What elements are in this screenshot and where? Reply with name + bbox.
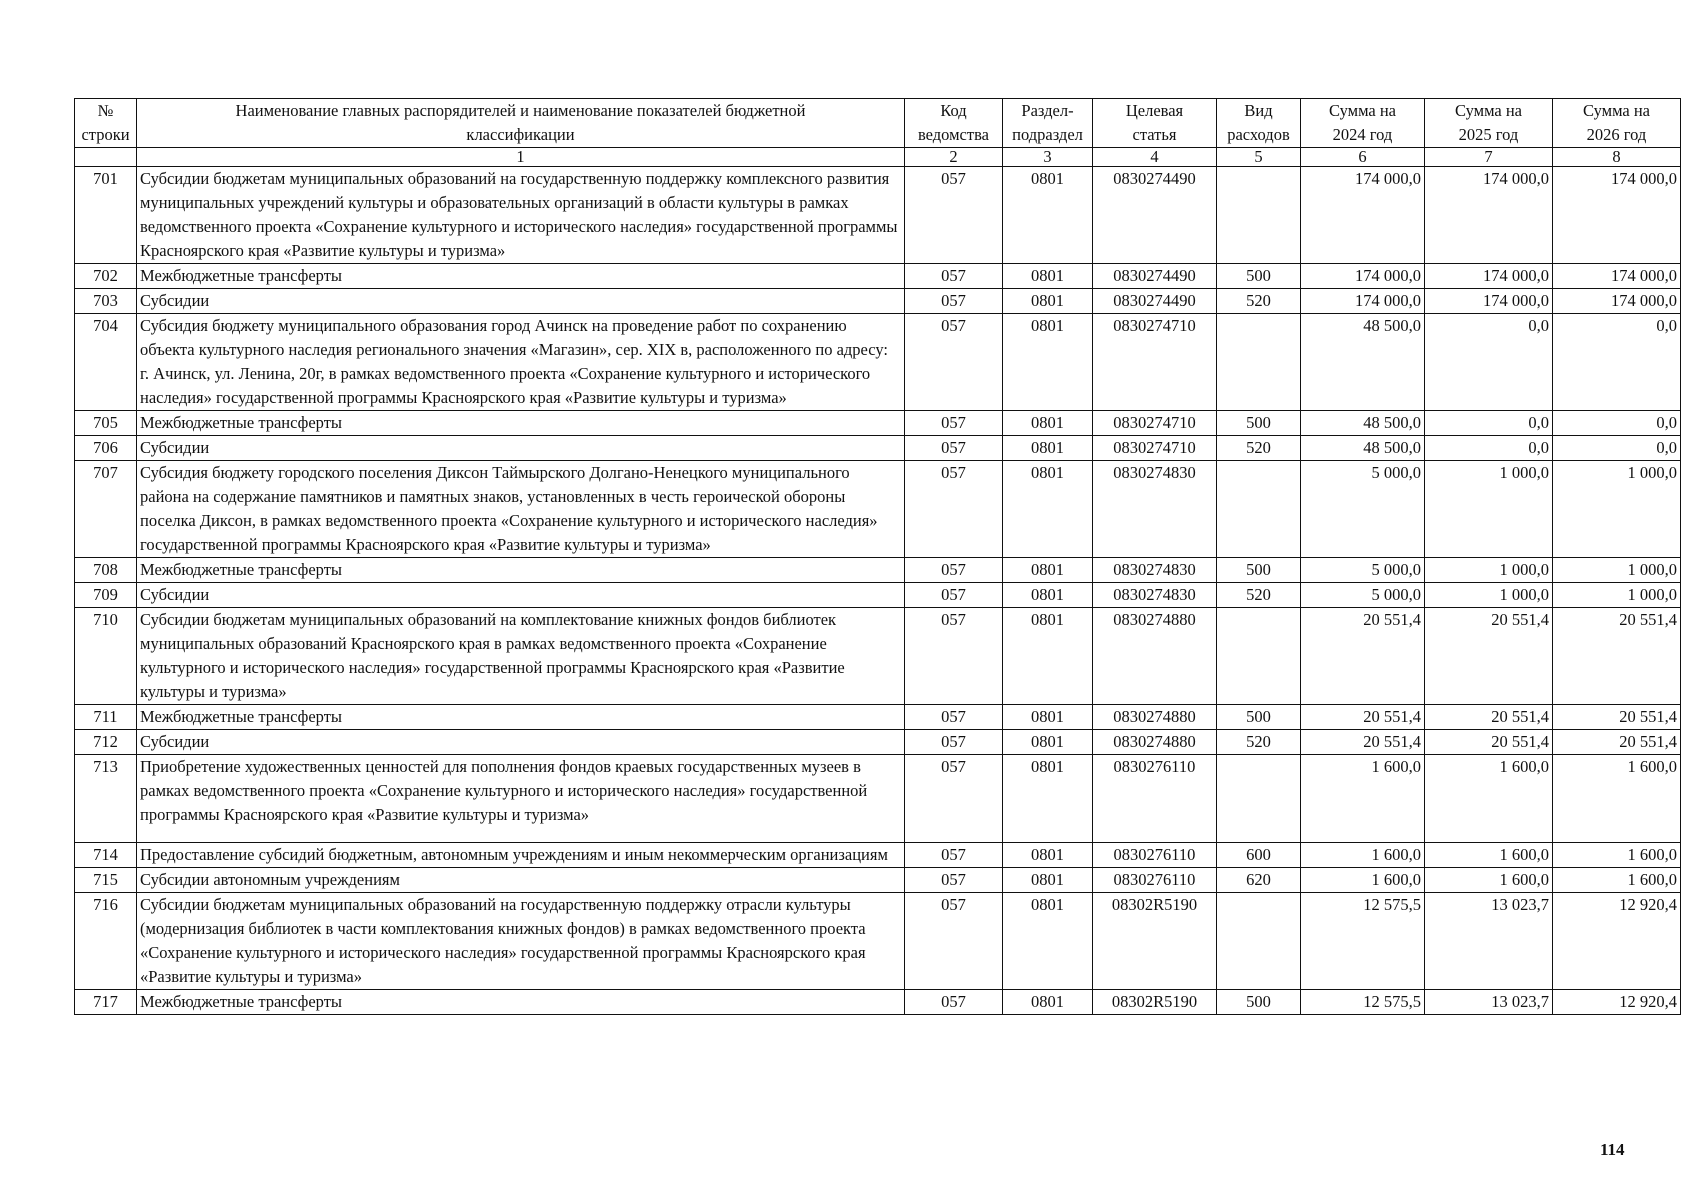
expense-type [1217, 167, 1301, 264]
section-code: 0801 [1003, 755, 1093, 843]
row-number: 710 [75, 608, 137, 705]
sum-2024: 12 575,5 [1301, 893, 1425, 990]
table-row [75, 411, 1681, 436]
row-name: Межбюджетные трансферты [137, 990, 905, 1015]
dept-code: 057 [905, 167, 1003, 264]
row-number: 705 [75, 411, 137, 436]
section-code: 0801 [1003, 868, 1093, 893]
section-code: 0801 [1003, 843, 1093, 868]
header-expense-type: Вид расходов [1217, 99, 1301, 148]
sum-2025: 1 000,0 [1425, 583, 1553, 608]
section-code: 0801 [1003, 167, 1093, 264]
sum-2025: 1 000,0 [1425, 558, 1553, 583]
table-row [75, 314, 1681, 411]
section-code: 0801 [1003, 289, 1093, 314]
sum-2026: 1 000,0 [1553, 583, 1681, 608]
section-code: 0801 [1003, 730, 1093, 755]
header-sum-2026: Сумма на 2026 год [1553, 99, 1681, 148]
sum-2024: 12 575,5 [1301, 990, 1425, 1015]
sum-2025: 0,0 [1425, 411, 1553, 436]
sum-2024: 174 000,0 [1301, 264, 1425, 289]
sum-2025: 1 000,0 [1425, 461, 1553, 558]
sum-2026: 174 000,0 [1553, 167, 1681, 264]
table-row [75, 868, 1681, 893]
row-name: Субсидии автономным учреждениям [137, 868, 905, 893]
sum-2026: 1 000,0 [1553, 558, 1681, 583]
section-code: 0801 [1003, 461, 1093, 558]
sum-2024: 20 551,4 [1301, 705, 1425, 730]
sum-2024: 1 600,0 [1301, 843, 1425, 868]
row-number: 715 [75, 868, 137, 893]
sum-2024: 20 551,4 [1301, 608, 1425, 705]
header-name: Наименование главных распорядителей и наименование показателей бюджетной классификации [137, 99, 905, 148]
dept-code: 057 [905, 558, 1003, 583]
header-dept-code: Код ведомства [905, 99, 1003, 148]
sum-2024: 48 500,0 [1301, 314, 1425, 411]
target-article: 0830274830 [1093, 583, 1217, 608]
row-number: 716 [75, 893, 137, 990]
table-row [75, 583, 1681, 608]
dept-code: 057 [905, 436, 1003, 461]
section-code: 0801 [1003, 893, 1093, 990]
target-article: 0830274490 [1093, 264, 1217, 289]
table-row [75, 893, 1681, 990]
target-article: 0830274880 [1093, 730, 1217, 755]
sum-2026: 12 920,4 [1553, 893, 1681, 990]
dept-code: 057 [905, 411, 1003, 436]
table-row [75, 843, 1681, 868]
row-name: Предоставление субсидий бюджетным, автономным учреждениям и иным некоммерческим организациям [137, 843, 905, 868]
budget-table [74, 98, 1681, 1015]
header-sum-2024: Сумма на 2024 год [1301, 99, 1425, 148]
header-sum-2025: Сумма на 2025 год [1425, 99, 1553, 148]
section-code: 0801 [1003, 264, 1093, 289]
sum-2026: 0,0 [1553, 411, 1681, 436]
sum-2026: 20 551,4 [1553, 608, 1681, 705]
expense-type: 520 [1217, 730, 1301, 755]
dept-code: 057 [905, 583, 1003, 608]
expense-type: 620 [1217, 868, 1301, 893]
sum-2025: 174 000,0 [1425, 264, 1553, 289]
section-code: 0801 [1003, 705, 1093, 730]
sum-2024: 48 500,0 [1301, 411, 1425, 436]
expense-type [1217, 314, 1301, 411]
expense-type: 600 [1217, 843, 1301, 868]
sum-2024: 5 000,0 [1301, 461, 1425, 558]
sum-2026: 174 000,0 [1553, 264, 1681, 289]
table-row [75, 730, 1681, 755]
table-row [75, 608, 1681, 705]
row-name: Субсидии бюджетам муниципальных образований на государственную поддержку отрасли культуры (модернизация библиотек в части комплектования книжных фондов) в рамках ведомственного проекта «Сохранение культурного и исторического наследия» государственной программы Красноярского края «Развитие культуры и туризма» [137, 893, 905, 990]
target-article: 0830274490 [1093, 289, 1217, 314]
sum-2024: 174 000,0 [1301, 167, 1425, 264]
target-article: 0830274830 [1093, 558, 1217, 583]
sum-2026: 1 600,0 [1553, 843, 1681, 868]
row-name: Межбюджетные трансферты [137, 705, 905, 730]
header-target-article: Целевая статья [1093, 99, 1217, 148]
dept-code: 057 [905, 755, 1003, 843]
dept-code: 057 [905, 314, 1003, 411]
row-number: 711 [75, 705, 137, 730]
row-name: Межбюджетные трансферты [137, 558, 905, 583]
column-number: 7 [1425, 148, 1553, 167]
sum-2025: 20 551,4 [1425, 705, 1553, 730]
dept-code: 057 [905, 843, 1003, 868]
header-row [75, 99, 1681, 148]
table-row [75, 436, 1681, 461]
table-row [75, 167, 1681, 264]
sum-2025: 1 600,0 [1425, 843, 1553, 868]
sum-2025: 13 023,7 [1425, 893, 1553, 990]
sum-2026: 20 551,4 [1553, 705, 1681, 730]
section-code: 0801 [1003, 583, 1093, 608]
column-number: 4 [1093, 148, 1217, 167]
sum-2024: 20 551,4 [1301, 730, 1425, 755]
column-number [75, 148, 137, 167]
sum-2025: 174 000,0 [1425, 167, 1553, 264]
sum-2024: 48 500,0 [1301, 436, 1425, 461]
expense-type [1217, 893, 1301, 990]
sum-2025: 1 600,0 [1425, 868, 1553, 893]
expense-type: 500 [1217, 705, 1301, 730]
row-number: 712 [75, 730, 137, 755]
dept-code: 057 [905, 990, 1003, 1015]
column-number: 6 [1301, 148, 1425, 167]
header-section: Раздел- подраздел [1003, 99, 1093, 148]
column-number: 3 [1003, 148, 1093, 167]
table-row [75, 990, 1681, 1015]
row-number: 703 [75, 289, 137, 314]
row-number: 713 [75, 755, 137, 843]
row-name: Субсидия бюджету муниципального образования город Ачинск на проведение работ по сохранению объекта культурного наследия регионального значения «Магазин», сер. XIX в, расположенного по адресу: г. Ачинск, ул. Ленина, 20г, в рамках ведомственного проекта «Сохранение культурного и исторического наследия» государственной программы Красноярского края «Развитие культуры и туризма» [137, 314, 905, 411]
expense-type: 520 [1217, 436, 1301, 461]
table-row [75, 264, 1681, 289]
row-name: Субсидии [137, 436, 905, 461]
table-row [75, 461, 1681, 558]
sum-2025: 13 023,7 [1425, 990, 1553, 1015]
table-row [75, 558, 1681, 583]
sum-2025: 0,0 [1425, 314, 1553, 411]
sum-2026: 0,0 [1553, 314, 1681, 411]
section-code: 0801 [1003, 314, 1093, 411]
sum-2025: 1 600,0 [1425, 755, 1553, 843]
page-number: 114 [1600, 1140, 1625, 1159]
target-article: 0830274710 [1093, 314, 1217, 411]
section-code: 0801 [1003, 608, 1093, 705]
row-number: 702 [75, 264, 137, 289]
target-article: 0830274880 [1093, 705, 1217, 730]
sum-2026: 12 920,4 [1553, 990, 1681, 1015]
sum-2026: 1 600,0 [1553, 755, 1681, 843]
dept-code: 057 [905, 461, 1003, 558]
section-code: 0801 [1003, 990, 1093, 1015]
target-article: 08302R5190 [1093, 990, 1217, 1015]
expense-type: 500 [1217, 558, 1301, 583]
target-article: 0830276110 [1093, 755, 1217, 843]
expense-type: 520 [1217, 583, 1301, 608]
sum-2024: 174 000,0 [1301, 289, 1425, 314]
target-article: 0830274710 [1093, 411, 1217, 436]
sum-2026: 20 551,4 [1553, 730, 1681, 755]
expense-type [1217, 608, 1301, 705]
sum-2025: 20 551,4 [1425, 730, 1553, 755]
target-article: 0830274830 [1093, 461, 1217, 558]
row-number: 707 [75, 461, 137, 558]
expense-type: 500 [1217, 411, 1301, 436]
dept-code: 057 [905, 289, 1003, 314]
dept-code: 057 [905, 705, 1003, 730]
sum-2026: 1 600,0 [1553, 868, 1681, 893]
row-number: 701 [75, 167, 137, 264]
column-number: 2 [905, 148, 1003, 167]
row-name: Субсидии [137, 583, 905, 608]
section-code: 0801 [1003, 436, 1093, 461]
target-article: 0830274490 [1093, 167, 1217, 264]
row-number: 709 [75, 583, 137, 608]
target-article: 08302R5190 [1093, 893, 1217, 990]
dept-code: 057 [905, 893, 1003, 990]
column-number: 5 [1217, 148, 1301, 167]
row-name: Приобретение художественных ценностей для пополнения фондов краевых государственных музеев в рамках ведомственного проекта «Сохранение культурного и исторического наследия» государственной программы Красноярского края «Развитие культуры и туризма» [137, 755, 905, 843]
dept-code: 057 [905, 868, 1003, 893]
sum-2026: 0,0 [1553, 436, 1681, 461]
table-row [75, 755, 1681, 843]
table-row [75, 289, 1681, 314]
row-name: Межбюджетные трансферты [137, 264, 905, 289]
sum-2024: 1 600,0 [1301, 868, 1425, 893]
target-article: 0830274880 [1093, 608, 1217, 705]
target-article: 0830276110 [1093, 868, 1217, 893]
dept-code: 057 [905, 730, 1003, 755]
dept-code: 057 [905, 608, 1003, 705]
row-number: 708 [75, 558, 137, 583]
header-row-number: № строки [75, 99, 137, 148]
sum-2024: 5 000,0 [1301, 583, 1425, 608]
sum-2024: 5 000,0 [1301, 558, 1425, 583]
row-name: Межбюджетные трансферты [137, 411, 905, 436]
column-number-row [75, 148, 1681, 167]
row-name: Субсидии бюджетам муниципальных образований на государственную поддержку комплексного развития муниципальных учреждений культуры и образовательных организаций в области культуры в рамках ведомственного проекта «Сохранение культурного и исторического наследия» государственной программы Красноярского края «Развитие культуры и туризма» [137, 167, 905, 264]
column-number: 8 [1553, 148, 1681, 167]
row-number: 717 [75, 990, 137, 1015]
row-name: Субсидии бюджетам муниципальных образований на комплектование книжных фондов библиотек муниципальных образований Красноярского края в рамках ведомственного проекта «Сохранение культурного и исторического наследия» государственной программы Красноярского края «Развитие культуры и туризма» [137, 608, 905, 705]
dept-code: 057 [905, 264, 1003, 289]
sum-2026: 1 000,0 [1553, 461, 1681, 558]
column-number: 1 [137, 148, 905, 167]
expense-type [1217, 461, 1301, 558]
expense-type [1217, 755, 1301, 843]
section-code: 0801 [1003, 558, 1093, 583]
row-name: Субсидии [137, 289, 905, 314]
row-name: Субсидии [137, 730, 905, 755]
sum-2026: 174 000,0 [1553, 289, 1681, 314]
target-article: 0830274710 [1093, 436, 1217, 461]
expense-type: 500 [1217, 264, 1301, 289]
row-number: 714 [75, 843, 137, 868]
sum-2025: 20 551,4 [1425, 608, 1553, 705]
expense-type: 500 [1217, 990, 1301, 1015]
target-article: 0830276110 [1093, 843, 1217, 868]
sum-2025: 0,0 [1425, 436, 1553, 461]
row-number: 704 [75, 314, 137, 411]
table-row [75, 705, 1681, 730]
row-name: Субсидия бюджету городского поселения Диксон Таймырского Долгано-Ненецкого муниципального района на содержание памятников и памятных знаков, установленных в честь героической обороны поселка Диксон, в рамках ведомственного проекта «Сохранение культурного и исторического наследия» государственной программы Красноярского края «Развитие культуры и туризма» [137, 461, 905, 558]
table-body [75, 167, 1681, 1015]
row-number: 706 [75, 436, 137, 461]
sum-2024: 1 600,0 [1301, 755, 1425, 843]
expense-type: 520 [1217, 289, 1301, 314]
section-code: 0801 [1003, 411, 1093, 436]
sum-2025: 174 000,0 [1425, 289, 1553, 314]
